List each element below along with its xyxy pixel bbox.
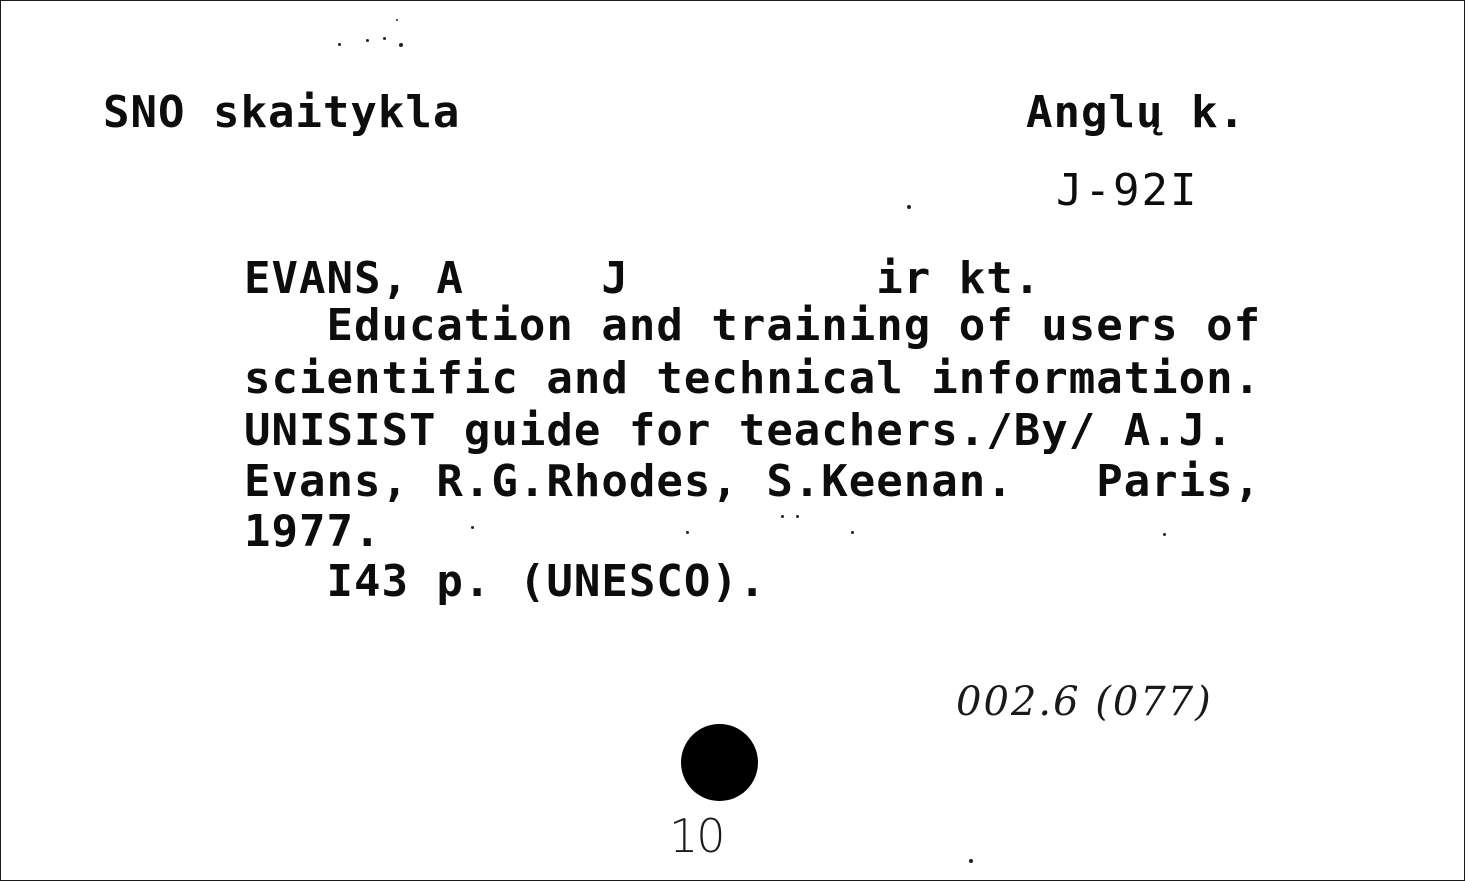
entry-line-authors: Evans, R.G.Rhodes, S.Keenan. Paris, bbox=[244, 456, 1262, 507]
inventory-number: 10 bbox=[669, 809, 724, 863]
entry-line-pages: I43 p. (UNESCO). bbox=[244, 556, 767, 607]
entry-line-title: Education and training of users of bbox=[244, 300, 1262, 351]
entry-line-title-cont: scientific and technical information. bbox=[244, 353, 1262, 404]
punch-hole bbox=[681, 724, 758, 801]
entry-line-guide: UNISIST guide for teachers./By/ A.J. bbox=[244, 405, 1234, 456]
entry-line-author: EVANS, A J ir kt. bbox=[244, 253, 1042, 304]
call-number: J-92I bbox=[1056, 165, 1199, 216]
language-label: Anglų k. bbox=[1026, 87, 1246, 138]
entry-line-year: 1977. bbox=[244, 506, 382, 557]
library-name: SNO skaitykla bbox=[103, 87, 461, 138]
classification-code: 002.6 (077) bbox=[956, 679, 1213, 725]
